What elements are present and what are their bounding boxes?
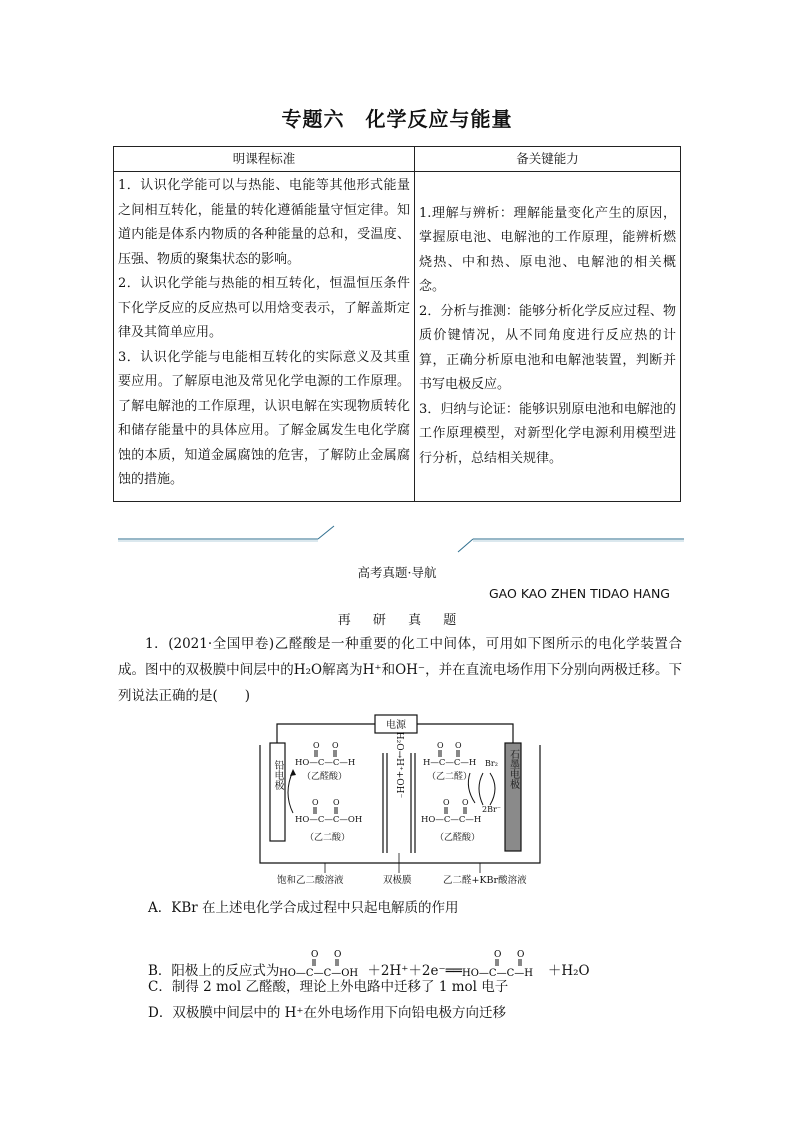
oxalic-acid-formula-b: HO—C—C—OH (279, 968, 359, 979)
bromide-label: 2Br⁻ (482, 805, 502, 814)
glyoxylic-acid-name: （乙醛酸） (302, 772, 348, 782)
page-title: 专题六 化学反应与能量 (281, 107, 513, 131)
oxygen-label: O (312, 798, 319, 807)
subtitle-char: 题 (443, 613, 457, 628)
oxygen-label: O (455, 741, 462, 750)
oxygen-label: O (332, 741, 339, 750)
oxygen-label: O (516, 950, 525, 960)
oxalic-acid-name: （乙二酸） (305, 833, 351, 843)
wire-right (417, 724, 513, 743)
electrochemical-cell-diagram (255, 713, 545, 891)
oxygen-label: O (493, 950, 502, 960)
bromine-cycle-arrow (479, 773, 483, 805)
table-header-standards: 明课程标准 (114, 147, 415, 172)
option-b-prefix: B．阳极上的反应式为 (148, 963, 280, 979)
option-a: A．KBr 在上述电化学合成过程中只起电解质的作用 (148, 900, 459, 916)
standard-item: 1．认识化学能可以与热能、电能等其他形式能量之间相互转化，能量的转化遵循能量守恒定律。知道内能是体系内物质的各种能量的总和，受温度、压强、物质的聚集状态的影响。 (118, 178, 410, 267)
oxygen-label: O (313, 741, 320, 750)
table-header-abilities: 备关键能力 (415, 147, 681, 172)
abilities-cell (415, 172, 681, 502)
subtitle-char: 再 (337, 613, 351, 628)
oxalic-acid-formula: HO—C—C—OH (295, 815, 363, 825)
wire-left (277, 724, 375, 743)
reaction-arrow (288, 771, 293, 813)
section-pinyin: GAO KAO ZHEN TIDAO HANG (489, 586, 670, 601)
left-solution-label: 饱和乙二酸溶液 (277, 875, 344, 886)
graphite-electrode-label: 石墨电极 (507, 749, 519, 789)
option-d: D．双极膜中间层中的 H⁺在外电场作用下向铅电极方向迁移 (148, 1005, 507, 1021)
reaction-arrowhead (290, 769, 296, 776)
power-source-label: 电源 (386, 720, 406, 731)
lead-electrode-label: 铅电极 (272, 760, 283, 790)
standard-item: 2．认识化学能与热能的相互转化，恒温恒压条件下化学反应的反应热可以用焓变表示，了解盖斯定律及其简单应用。 (118, 276, 410, 340)
ability-item: 2．分析与推测：能够分析化学反应过程、物质价键情况，从不同角度进行反应热的计算，正确分析原电池和电解池装置，判断并书写电极反应。 (419, 303, 676, 393)
right-solution-label: 乙二醛+KBr酸溶液 (443, 875, 527, 886)
glyoxal-formula: H—C—C—H (423, 758, 477, 768)
subtitle-char: 研 (372, 613, 386, 628)
question-stem: 1．(2021·全国甲卷)乙醛酸是一种重要的化工中间体，可用如下图所示的电化学装置合成。图中的双极膜中间层中的H₂O解离为H⁺和OH⁻，并在直流电场作用下分别向两极迁移。下列说法正确的是( ) (118, 636, 682, 704)
oxygen-label: O (334, 950, 342, 960)
membrane-dissociation-label: H₂O→H⁺+OH⁻ (394, 731, 404, 799)
lead-electrode (270, 743, 285, 841)
glyoxylic-acid-name-right: （乙醛酸） (435, 833, 481, 843)
oxygen-label: O (437, 741, 444, 750)
bromine-label: Br₂ (485, 759, 498, 768)
section-divider-decoration (118, 524, 684, 556)
subtitle-char: 真 (408, 613, 422, 628)
ability-item: 3．归纳与论证：能够识别原电池和电解池的工作原理模型，对新型化学电源利用模型进行分析，总结相关规律。 (419, 401, 676, 466)
option-b-suffix: ＋H₂O (547, 963, 590, 979)
section-title: 高考真题·导航 (357, 565, 437, 580)
glyoxal-name: （乙二醛） (427, 772, 473, 782)
option-c: C．制得 2 mol 乙醛酸，理论上外电路中迁移了 1 mol 电子 (148, 979, 509, 995)
oxygen-label: O (311, 950, 319, 960)
oxygen-label: O (462, 798, 469, 807)
oxygen-label: O (443, 798, 450, 807)
bromine-cycle-arrow (490, 773, 495, 805)
glyoxylic-acid-formula-b: HO—C—C—H (461, 968, 533, 979)
membrane-label: 双极膜 (383, 875, 412, 886)
glyoxylic-acid-formula-right: HO—C—C—H (421, 815, 482, 825)
ability-item: 1.理解与辨析：理解能量变化产生的原因，掌握原电池、电解池的工作原理，能辨析燃烧热、中和热、原电池、电解池的相关概念。 (419, 205, 676, 295)
standards-cell (114, 172, 415, 502)
option-b-middle: ＋2H⁺＋2e⁻══ (367, 963, 462, 979)
oxygen-label: O (333, 798, 340, 807)
section-subtitle (0, 609, 794, 628)
glyoxylic-acid-formula: HO—C—C—H (295, 758, 356, 768)
standard-item: 3．认识化学能与电能相互转化的实际意义及其重要应用。了解原电池及常见化学电源的工作原理。了解电解池的工作原理，认识电解在实现物质转化和储存能量中的具体应用。了解金属发生电化学腐蚀的本质，知道金属腐蚀的危害，了解防止金属腐蚀的措施。 (118, 349, 410, 487)
standards-table (113, 146, 681, 502)
